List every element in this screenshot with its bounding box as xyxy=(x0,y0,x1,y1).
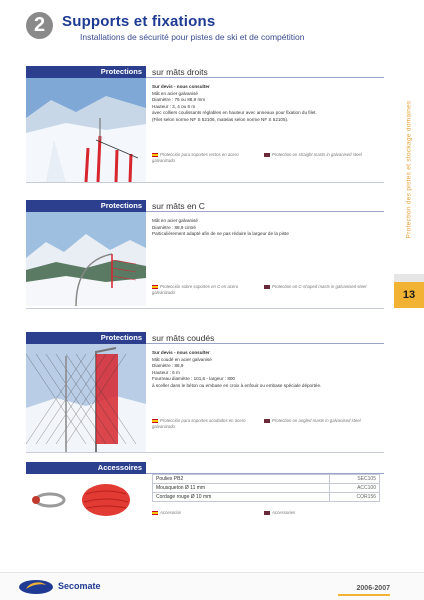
section-bottom-rule xyxy=(26,452,384,453)
spanish-text: Protección para soportes acodados en acero galvanizado xyxy=(152,418,246,429)
uk-flag-icon xyxy=(264,285,270,289)
section-label: Protections xyxy=(26,66,146,78)
accessory-name: Cordage rouge Ø 10 mm xyxy=(153,493,330,502)
english-translation xyxy=(264,510,372,516)
accessory-name: Mousqueton Ø 11 mm xyxy=(153,484,330,493)
english-text: Accessories xyxy=(272,510,296,515)
spanish-translation xyxy=(152,152,260,163)
desc-line: Sur devis - nous consulter xyxy=(152,350,210,355)
desc-line: Particulièrement adapté afin de ne pas réduire la largeur de la piste xyxy=(152,231,289,236)
desc-line: Diamètre : 76 ou 88,9 mm xyxy=(152,97,206,102)
section-header xyxy=(26,332,384,344)
translations xyxy=(152,284,380,304)
photo-angled-masts xyxy=(26,344,146,452)
section-accessories xyxy=(26,462,384,524)
section-description xyxy=(152,350,380,389)
section-bottom-rule xyxy=(26,308,384,309)
section-rule xyxy=(146,77,384,78)
table-row xyxy=(153,475,380,484)
section-header xyxy=(26,200,384,212)
section-rule xyxy=(146,343,384,344)
accessories-table xyxy=(152,474,380,502)
translations xyxy=(152,510,380,530)
table-row xyxy=(153,493,380,502)
photo-accessories xyxy=(26,474,146,522)
desc-line: Hauteur : 3, 4 ou 6 m xyxy=(152,103,196,109)
tab-shadow xyxy=(394,274,424,282)
english-text: Protection on C-shaped masts in galvanised steel xyxy=(272,284,367,289)
section-title: sur mâts droits xyxy=(152,67,208,77)
page-number-tab: 13 xyxy=(394,282,424,308)
spanish-text: Accesorios xyxy=(160,510,182,515)
section-header xyxy=(26,66,384,78)
section-title: sur mâts en C xyxy=(152,201,205,211)
desc-line: Fourreau diamètre : 101,6 - largeur : 800 xyxy=(152,376,235,381)
side-category-label: Protection des pistes et stockage domaines xyxy=(405,100,413,238)
desc-line: Diamètre : 88,9 cintré xyxy=(152,224,196,230)
photo-straight-masts xyxy=(26,78,146,182)
footer-accent-line xyxy=(338,594,390,596)
section-description xyxy=(152,218,380,238)
section-rule xyxy=(146,211,384,212)
accessory-name: Poulies PB2 xyxy=(153,475,330,484)
english-text: Protection on straight masts in galvanised steel xyxy=(272,152,362,157)
desc-line: Hauteur : 6 m xyxy=(152,369,180,375)
desc-line: à sceller dans le béton ou embase en croix à enfouir ou embase spéciale déportée. xyxy=(152,382,322,388)
secomate-logo-icon xyxy=(18,579,54,595)
spain-flag-icon xyxy=(152,419,158,423)
accessory-code: ACC100 xyxy=(330,484,380,493)
side-category xyxy=(402,64,416,274)
accessory-code: SEC105 xyxy=(330,475,380,484)
accessory-code: COR156 xyxy=(330,493,380,502)
uk-flag-icon xyxy=(264,153,270,157)
desc-line: Sur devis - nous consulter xyxy=(152,84,210,89)
section-c-masts xyxy=(26,200,384,312)
english-translation xyxy=(264,284,372,290)
desc-line: Mât coudé en acier galvanisé xyxy=(152,356,212,362)
translations xyxy=(152,418,380,438)
uk-flag-icon xyxy=(264,511,270,515)
table-row xyxy=(153,484,380,493)
page-subtitle: Installations de sécurité pour pistes de ski et de compétition xyxy=(80,32,305,42)
english-translation xyxy=(264,152,372,158)
spanish-text: Protección para soportes rectos en acero galvanizado xyxy=(152,152,239,163)
page-footer xyxy=(0,572,424,600)
translations xyxy=(152,152,380,172)
section-label: Protections xyxy=(26,200,146,212)
page-title: Supports et fixations xyxy=(62,13,216,30)
brand-name: Secomate xyxy=(58,581,101,591)
section-title: sur mâts coudés xyxy=(152,333,215,343)
uk-flag-icon xyxy=(264,419,270,423)
spain-flag-icon xyxy=(152,511,158,515)
section-bottom-rule xyxy=(26,182,384,183)
section-angled-masts xyxy=(26,332,384,456)
section-label: Protections xyxy=(26,332,146,344)
desc-line: (Filet selon norme NF S 52106, matelas selon norme NF S 52105). xyxy=(152,116,289,122)
desc-line: Diamètre : 88,9 xyxy=(152,363,184,368)
spain-flag-icon xyxy=(152,153,158,157)
desc-line: Mât en acier galvanisé xyxy=(152,218,198,223)
section-description xyxy=(152,84,380,123)
desc-line: Mât en acier galvanisé xyxy=(152,90,198,96)
spanish-text: Protección sobre soportes en C en acero galvanizado xyxy=(152,284,239,295)
catalog-years: 2006-2007 xyxy=(356,585,390,592)
english-translation xyxy=(264,418,372,424)
section-header xyxy=(26,462,384,474)
spanish-translation xyxy=(152,510,260,516)
page-header xyxy=(0,0,424,60)
english-text: Protection on angled masts in galvanised steel xyxy=(272,418,361,423)
chapter-badge: 2 xyxy=(26,12,53,39)
section-label: Accessoires xyxy=(26,462,146,474)
photo-c-masts xyxy=(26,212,146,306)
section-straight-masts xyxy=(26,66,384,186)
spanish-translation xyxy=(152,284,260,295)
desc-line: avec colliers coulissants réglables en hauteur avec anneaux pour fixation du filet. xyxy=(152,110,317,115)
spain-flag-icon xyxy=(152,285,158,289)
spanish-translation xyxy=(152,418,260,429)
